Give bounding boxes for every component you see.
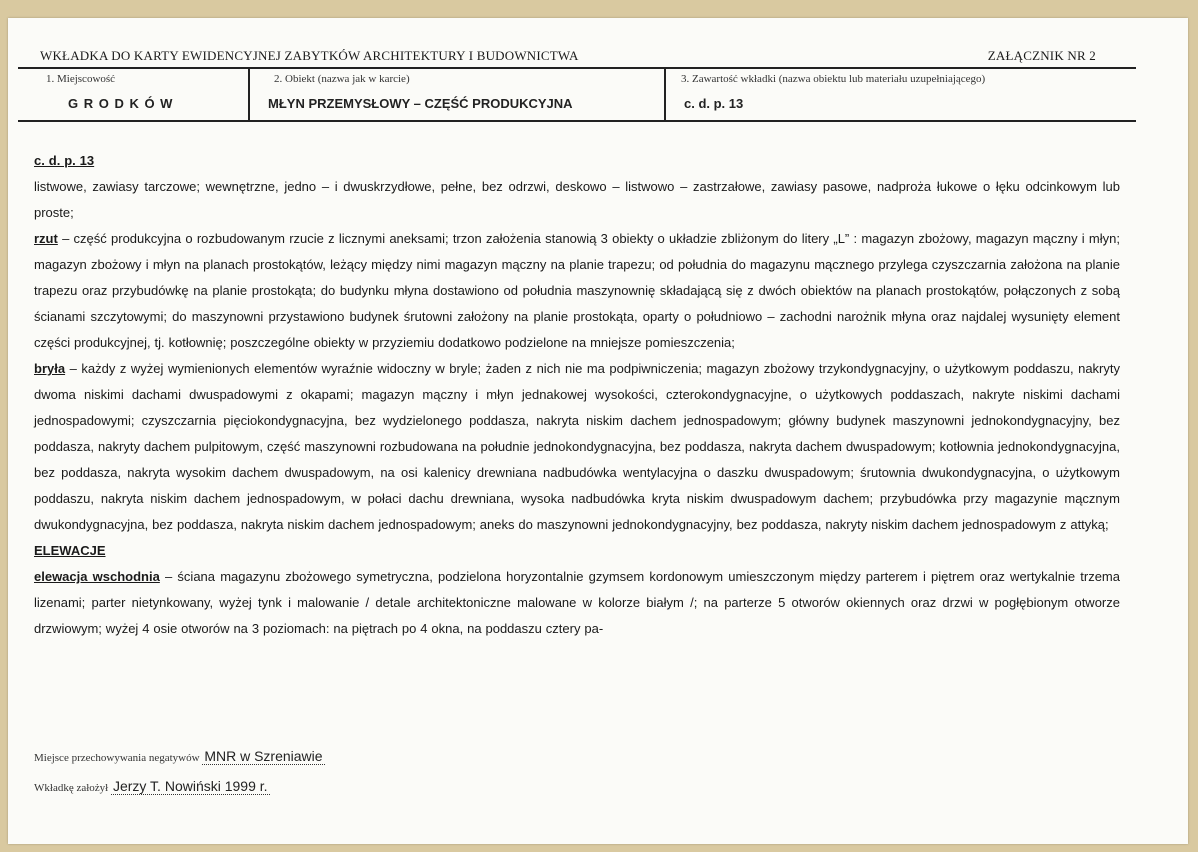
author-line xyxy=(34,778,270,794)
bryla-text: – każdy z wyżej wymienionych elementów wyraźnie widoczny w bryle; żaden z nich nie ma podpiwniczenia; magazyn zbożowy trzykondygnacyjny, o użytkowym poddaszu, nakryty dwoma niskimi dachami dwuspadowymi z okapami; magazyn mączny i młyn jednakowej wysokości, czterokondygnacyjne, o użytkowych poddaszach, nakryte niskimi dachami jednospadowymi; czyszczarnia pięciokondygnacyjna, bez wydzielonego poddasza, nakryta niskim dachem jednospadowym; główny budynek maszynowni jednokondygnacyjny, bez poddasza, nakryty dachem pulpitowym, część maszynowni rozbudowana na południe jednokondygnacyjna, bez poddasza, nakryta dachem dwuspadowym; kotłownia jednokondygnacyjna, bez poddasza, nakryta wysokim dachem dwuspadowym, na osi kalenicy drewniana nadbudówka wentylacyjna o daszku dwuspadowym; śrutownia dwukondygnacyjna, o użytkowym poddaszu, nakryta niskim dachem jednospadowym, w połaci dachu drewniana, wysoka nadbudówka kryta niskim dwuspadowym dachem; przybudówka przy magazynie mącznym dwukondygnacyjna, bez poddasza, nakryta niskim dachem jednospadowym; aneks do maszynowni jednokondygnacyjny, bez poddasza, nakryty niskim dachem jednospadowym z attyką; xyxy=(34,361,1120,532)
elewacje-heading: ELEWACJE xyxy=(34,543,106,558)
continuation-heading: c. d. p. 13 xyxy=(34,153,95,168)
annex-number: ZAŁĄCZNIK NR 2 xyxy=(987,48,1096,63)
document-body xyxy=(34,148,1120,642)
object-value: MŁYN PRZEMYSŁOWY – CZĘŚĆ PRODUKCYJNA xyxy=(268,96,573,111)
negatives-value: MNR w Szreniawie xyxy=(204,748,323,764)
locality-label: 1. Miejscowość xyxy=(46,73,116,85)
paragraph-elewacja xyxy=(34,564,1120,642)
elewacja-text: – ściana magazynu zbożowego symetryczna, podzielona horyzontalnie gzymsem kordonowym umieszczonym między parterem i piętrem oraz wertykalnie trzema lizenami; parter nietynkowany, wyżej tynk i malowanie / detale architektoniczne malowane w kolorze białym /; na parterze 5 otworów okiennych oraz drzwi w pogłębionym otworze drzwiowym; wyżej 4 osie otworów na 3 poziomach: na piętrach po 4 okna, na poddaszu cztery pa- xyxy=(34,569,1120,636)
locality-value: G R O D K Ó W xyxy=(68,96,174,111)
field-divider-2 xyxy=(664,69,666,120)
rzut-label: rzut xyxy=(34,231,58,246)
document-sheet xyxy=(8,18,1188,844)
field-divider-1 xyxy=(248,69,250,120)
paragraph-bryla xyxy=(34,356,1120,538)
insert-content-value: c. d. p. 13 xyxy=(684,96,744,111)
author-label: Wkładkę założył xyxy=(34,782,109,794)
rzut-text: – część produkcyjna o rozbudowanym rzucie z licznymi aneksami; trzon założenia stanowią 3 obiekty o układzie zbliżonym do litery „L” : magazyn zbożowy, magazyn mączny i młyn; magazyn zbożowy i młyn na planach prostokątów, leżący między nimi magazyn mączny na planie trapezu; od południa do magazynu mącznego przylega czyszczarnia założona na planie trapezu oraz przybudówkę na planie prostokąta; do budynku młyna dostawiono od południa maszynownię składającą się z dwóch obiektów na planach prostokątów, połączonych z sobą ścianami szczytowymi; do maszynowni przystawiono budynek śrutowni założony na planie prostokąta, oparty o południowo – zachodni narożnik młyna oraz najdalej wysunięty element części produkcyjnej, tj. kotłownię; poszczególne obiekty w przyziemiu dodatkowo podzielone na mniejsze pomieszczenia; xyxy=(34,231,1120,350)
elewacja-label: elewacja wschodnia xyxy=(34,569,160,584)
object-label: 2. Obiekt (nazwa jak w karcie) xyxy=(274,73,410,85)
author-value: Jerzy T. Nowiński 1999 r. xyxy=(112,778,268,794)
paragraph-doors: listwowe, zawiasy tarczowe; wewnętrzne, jedno – i dwuskrzydłowe, pełne, bez odrzwi, deskowo – listwowo – zastrzałowe, zawiasy pasowe, nadproża łukowe o łęku odcinkowym lub proste; xyxy=(34,179,1120,220)
bryla-label: bryła xyxy=(34,361,66,376)
negatives-location xyxy=(34,748,325,764)
header-rule-top xyxy=(18,67,1136,69)
form-title: WKŁADKA DO KARTY EWIDENCYJNEJ ZABYTKÓW ARCHITEKTURY I BUDOWNICTWA xyxy=(40,48,579,63)
paragraph-rzut xyxy=(34,226,1120,356)
insert-content-label: 3. Zawartość wkładki (nazwa obiektu lub materiału uzupełniającego) xyxy=(681,73,986,85)
header-rule-bottom xyxy=(18,120,1136,122)
negatives-label: Miejsce przechowywania negatywów xyxy=(34,752,200,764)
